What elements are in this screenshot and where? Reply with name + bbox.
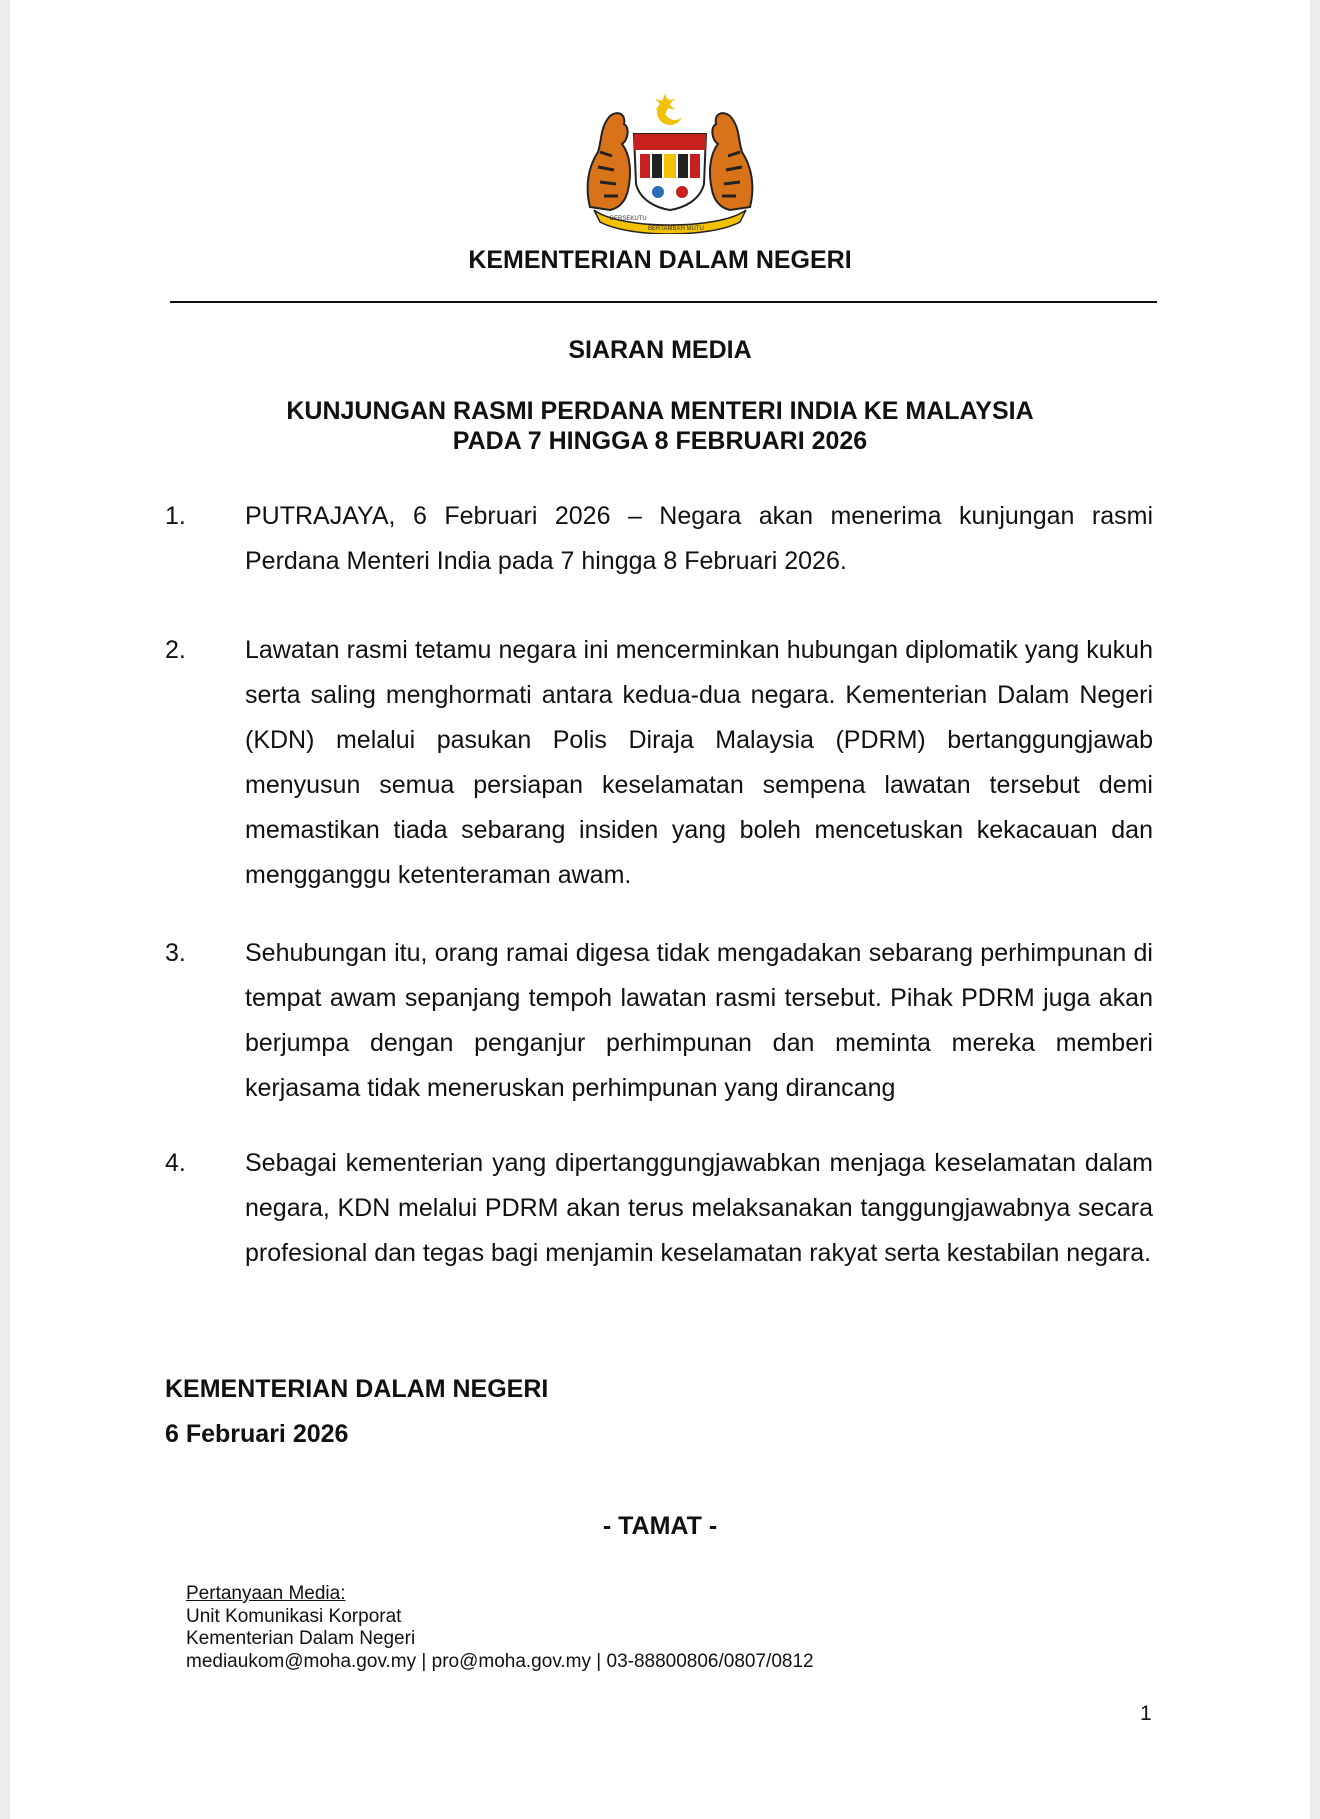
ministry-heading: KEMENTERIAN DALAM NEGERI — [468, 246, 852, 274]
crest-motto-right-text: BERTAMBAH MUTU — [648, 226, 704, 232]
document-type-heading: SIARAN MEDIA — [568, 336, 752, 364]
title-line-1: KUNJUNGAN RASMI PERDANA MENTERI INDIA KE MALAYSIA — [286, 397, 1034, 425]
crest-motto-left-text: BERSEKUTU — [610, 216, 647, 222]
header-divider — [170, 301, 1157, 303]
paragraph-text: Sehubungan itu, orang ramai digesa tidak mengadakan sebarang perhimpunan di tempat awam sepanjang tempoh lawatan rasmi tersebut. Pihak PDRM juga akan berjumpa dengan penganjur perhimpunan dan meminta mereka memberi kerjasama tidak meneruskan perhimpunan yang dirancang — [245, 939, 1153, 1102]
document-page — [10, 0, 1310, 1819]
paragraph-text: Lawatan rasmi tetamu negara ini mencerminkan hubungan diplomatik yang kukuh serta saling menghormati antara kedua-dua negara. Kementerian Dalam Negeri (KDN) melalui pasukan Polis Diraja Malaysia (PDRM) bertanggungjawab menyusun semua persiapan keselamatan sempena lawatan tersebut demi memastikan tiada sebarang insiden yang boleh mencetuskan kekacauan dan mengganggu ketenteraman awam. — [245, 636, 1153, 889]
signature-date: 6 Februari 2026 — [165, 1420, 349, 1448]
signature-ministry: KEMENTERIAN DALAM NEGERI — [165, 1375, 549, 1403]
title-line-2: PADA 7 HINGGA 8 FEBRUARI 2026 — [452, 427, 868, 455]
contact-unit: Unit Komunikasi Korporat — [186, 1605, 402, 1627]
contact-details: mediaukom@moha.gov.my | pro@moha.gov.my | 03-88800806/0807/0812 — [186, 1650, 814, 1672]
page-number: 1 — [1140, 1702, 1152, 1725]
paragraph-number: 3. — [165, 939, 186, 967]
contact-ministry: Kementerian Dalam Negeri — [186, 1628, 416, 1649]
paragraph-number: 4. — [165, 1149, 186, 1177]
paragraph-number: 1. — [165, 502, 186, 530]
paragraph-text: PUTRAJAYA, 6 Februari 2026 – Negara akan menerima kunjungan rasmi Perdana Menteri India pada 7 hingga 8 Februari 2026. — [245, 502, 1153, 575]
document-title — [10, 396, 1310, 456]
coat-of-arms-logo — [580, 92, 760, 234]
paragraph-number: 2. — [165, 636, 186, 664]
paragraph-text: Sebagai kementerian yang dipertanggungjawabkan menjaga keselamatan dalam negara, KDN melalui PDRM akan terus melaksanakan tanggungjawabnya secara profesional dan tegas bagi menjamin keselamatan rakyat serta kestabilan negara. — [245, 1149, 1153, 1267]
contact-heading: Pertanyaan Media: — [186, 1583, 346, 1604]
end-marker: - TAMAT - — [602, 1512, 718, 1540]
signature-block — [165, 1367, 548, 1457]
media-contact — [186, 1583, 814, 1673]
